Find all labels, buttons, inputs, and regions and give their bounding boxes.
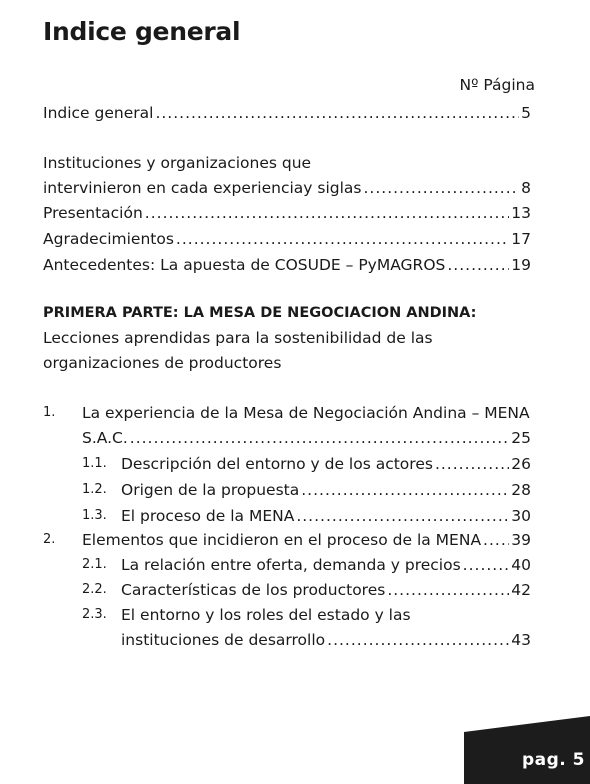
chapter-title: S.A.C. [82, 429, 128, 447]
dot-leader [435, 454, 509, 474]
toc-entry-page: 40 [511, 556, 531, 574]
toc-entry-page: 13 [511, 204, 531, 222]
dot-leader [155, 103, 519, 123]
toc-entry-page: 28 [511, 481, 531, 499]
section-title: La relación entre oferta, demanda y precios [121, 556, 461, 574]
page-title: Indice general [43, 17, 241, 46]
toc-entry[interactable] [82, 428, 531, 448]
page-number-column-header: Nº Página [459, 76, 535, 94]
toc-entry-page: 30 [511, 507, 531, 525]
section-number: 1.1. [82, 456, 107, 471]
toc-entry[interactable] [43, 203, 531, 223]
dot-leader [176, 229, 509, 249]
section-title: Origen de la propuesta [121, 481, 300, 499]
dot-leader [130, 428, 509, 448]
toc-entry[interactable] [82, 530, 531, 550]
toc-entry-page: 39 [511, 531, 531, 549]
toc-entry-title-line1: Instituciones y organizaciones que [43, 154, 312, 172]
toc-entry[interactable] [43, 229, 531, 249]
section-number: 1.2. [82, 482, 107, 497]
chapter-title-line1: La experiencia de la Mesa de Negociación Andina – MENA [82, 404, 530, 422]
section-title: Características de los productores [121, 581, 386, 599]
section-title-line1: El entorno y los roles del estado y las [121, 606, 411, 624]
toc-entry-title: Antecedentes: La apuesta de COSUDE – PyMAGROS [43, 256, 446, 274]
toc-entry[interactable] [121, 555, 531, 575]
toc-entry-page: 17 [511, 230, 531, 248]
toc-entry-page: 43 [511, 631, 531, 649]
toc-entry[interactable] [43, 103, 531, 123]
section-number: 2.2. [82, 582, 107, 597]
dot-leader [463, 555, 510, 575]
part-subtitle-line2: organizaciones de productores [43, 354, 282, 372]
toc-entry[interactable] [121, 580, 531, 600]
toc-entry-page: 25 [511, 429, 531, 447]
dot-leader [387, 580, 509, 600]
section-number: 1.3. [82, 508, 107, 523]
toc-entry[interactable] [121, 630, 531, 650]
toc-entry-page: 19 [511, 256, 531, 274]
part-subtitle-line1: Lecciones aprendidas para la sostenibilidad de las [43, 329, 433, 347]
dot-leader [363, 178, 519, 198]
dot-leader [483, 530, 509, 550]
section-number: 2.1. [82, 557, 107, 572]
toc-entry[interactable] [121, 480, 531, 500]
chapter-number: 1. [43, 405, 56, 420]
dot-leader [327, 630, 509, 650]
toc-entry-page: 26 [511, 455, 531, 473]
toc-entry[interactable] [121, 454, 531, 474]
chapter-number: 2. [43, 532, 56, 547]
toc-entry-title: intervinieron en cada experienciay siglas [43, 179, 362, 197]
toc-entry-page: 42 [511, 581, 531, 599]
page-number-label: pag. 5 [522, 750, 586, 770]
toc-entry[interactable] [121, 506, 531, 526]
chapter-title: Elementos que incidieron en el proceso de la MENA [82, 531, 482, 549]
section-title: Descripción del entorno y de los actores [121, 455, 433, 473]
toc-entry-title: Agradecimientos [43, 230, 174, 248]
dot-leader [447, 255, 509, 275]
toc-entry[interactable] [43, 178, 531, 198]
dot-leader [145, 203, 509, 223]
toc-entry[interactable] [43, 255, 531, 275]
dot-leader [301, 480, 509, 500]
toc-entry-page: 5 [521, 104, 531, 122]
toc-entry-page: 8 [521, 179, 531, 197]
toc-entry-title: Presentación [43, 204, 143, 222]
dot-leader [296, 506, 509, 526]
section-title: El proceso de la MENA [121, 507, 295, 525]
toc-entry-title: Indice general [43, 104, 154, 122]
part-heading: PRIMERA PARTE: LA MESA DE NEGOCIACION ANDINA: [43, 305, 477, 321]
section-title: instituciones de desarrollo [121, 631, 326, 649]
section-number: 2.3. [82, 607, 107, 622]
